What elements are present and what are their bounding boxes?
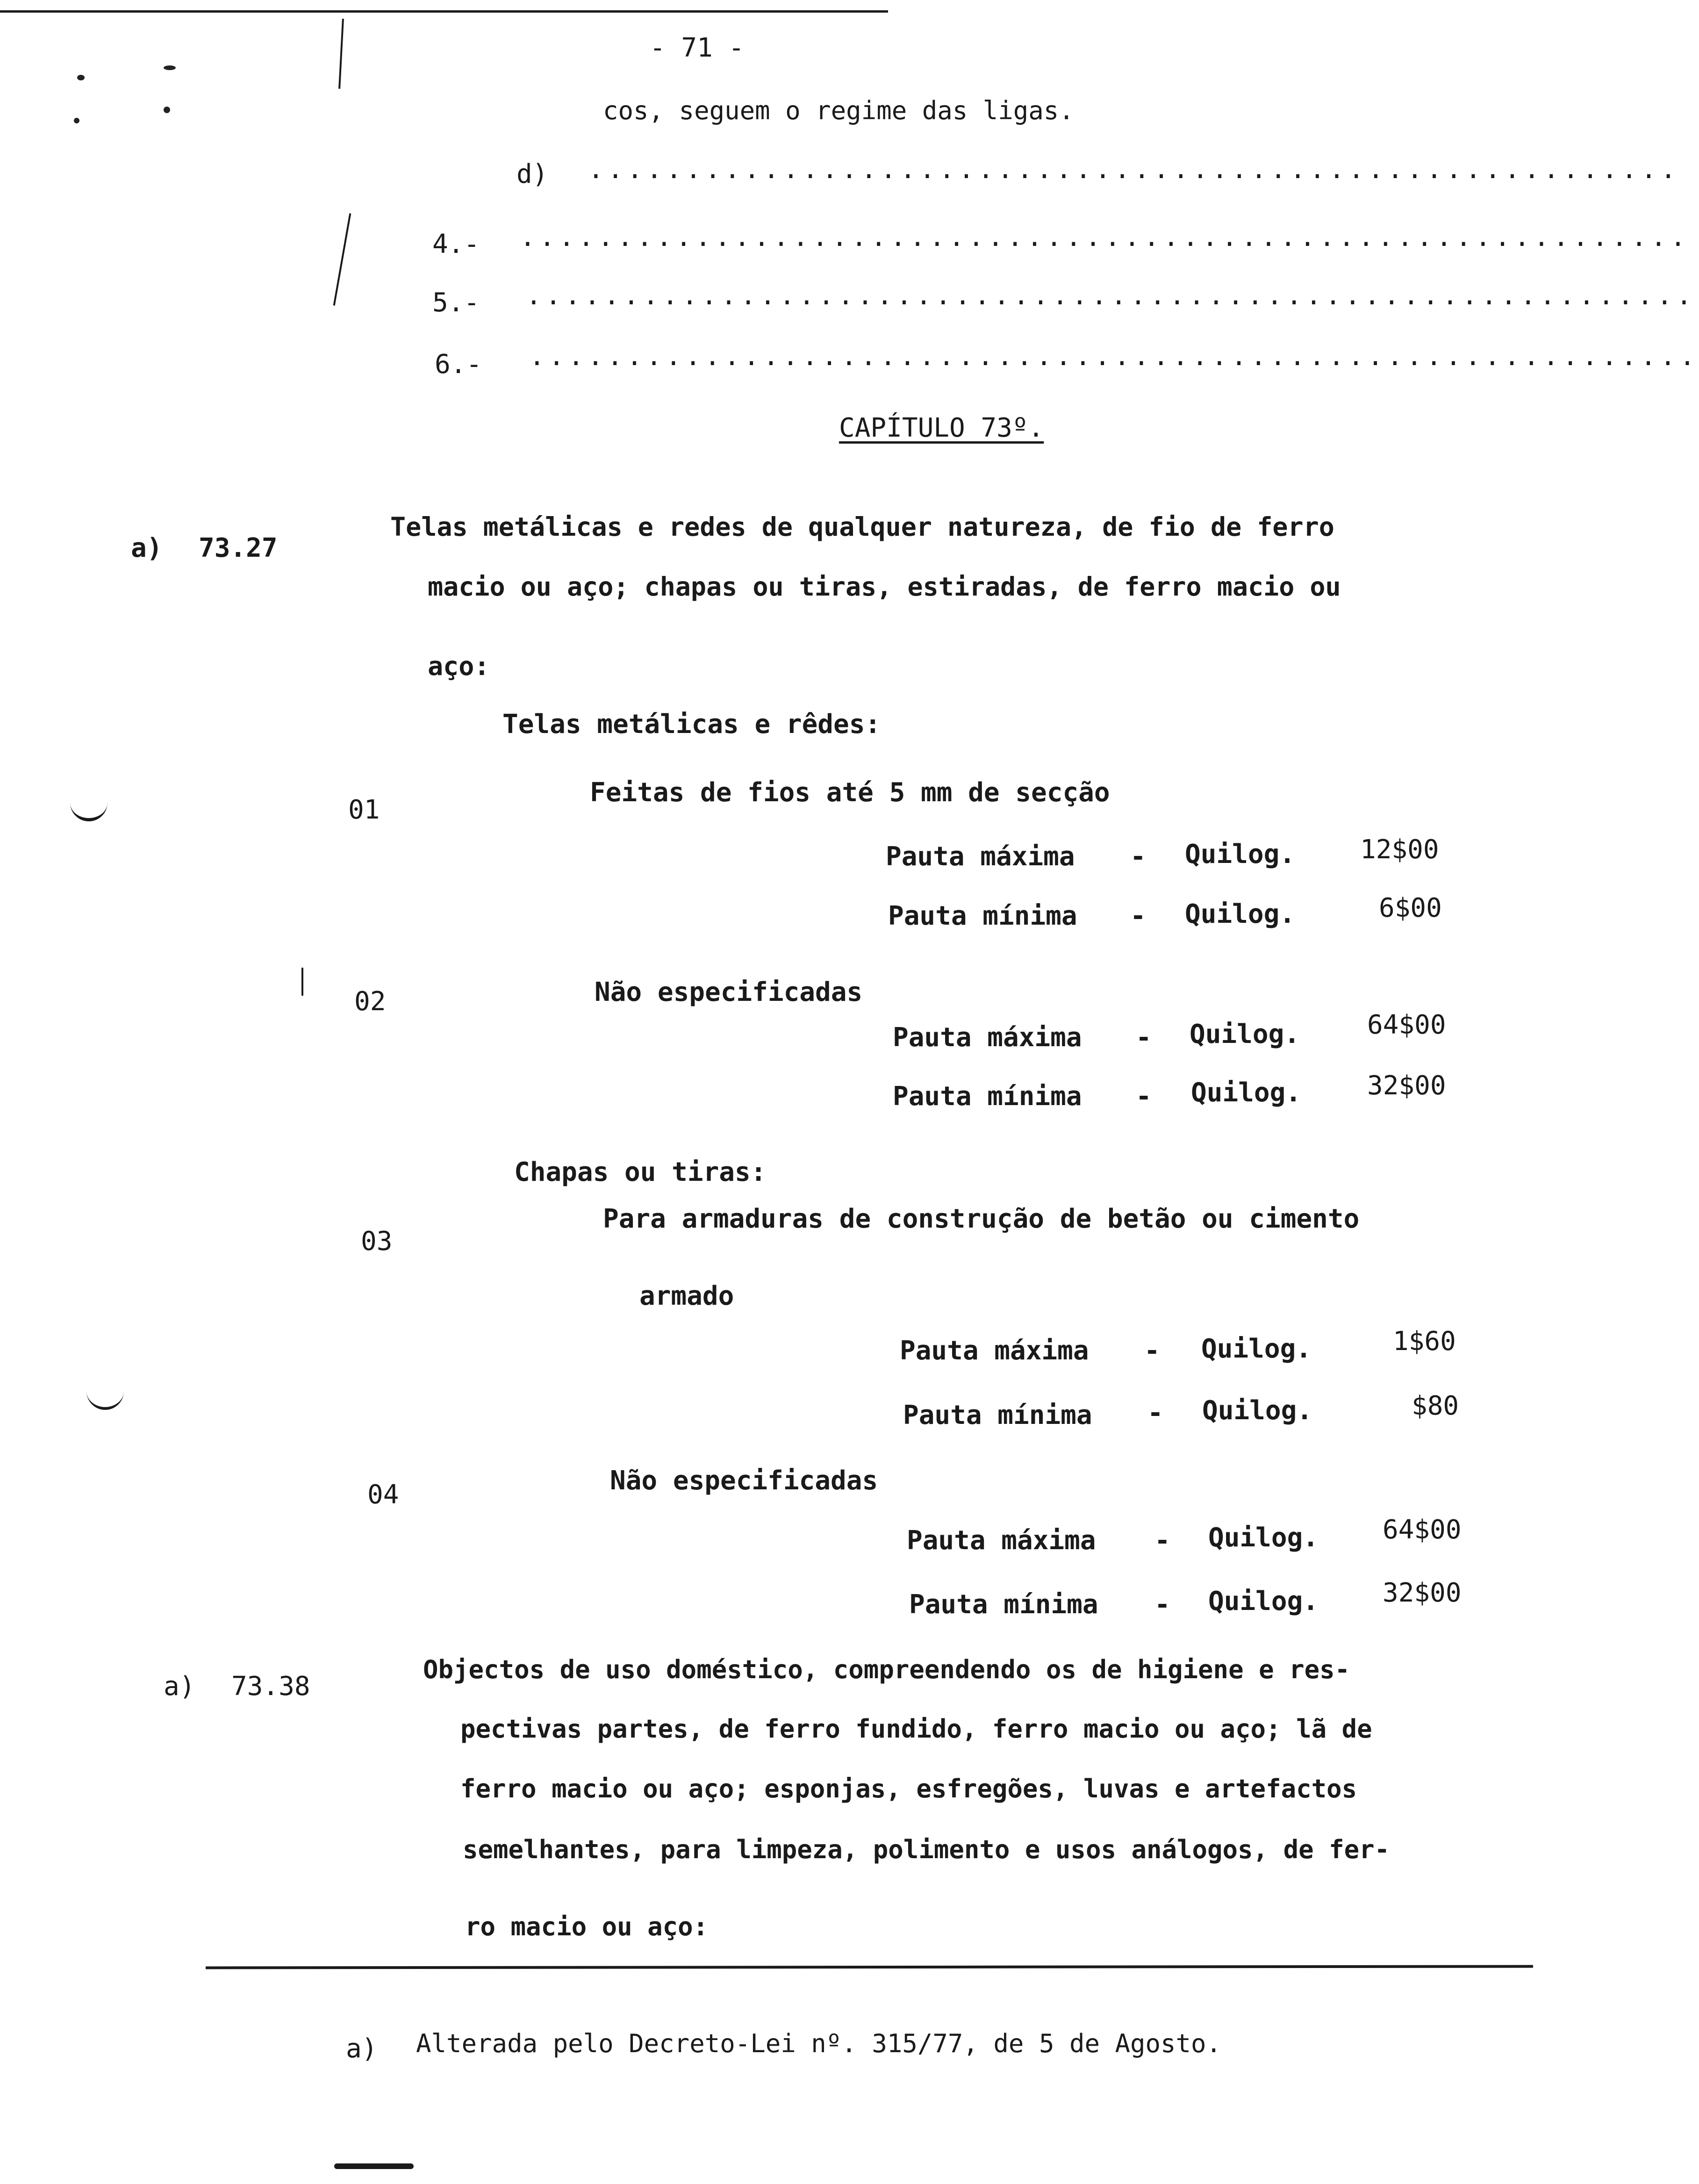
top-rule	[0, 10, 888, 13]
tariff-sep: -	[1154, 1525, 1170, 1556]
bracket-mark	[86, 1379, 124, 1410]
heading-text: Objectos de uso doméstico, compreendendo os de higiene e res-	[423, 1655, 1350, 1684]
item-code: 02	[354, 986, 386, 1017]
item-desc: Não especificadas	[610, 1466, 878, 1496]
tariff-unit: Quilog.	[1208, 1586, 1319, 1616]
footnote-separator	[206, 1965, 1533, 1969]
tariff-value: 64$00	[1367, 1010, 1446, 1040]
list-label: d)	[516, 159, 548, 189]
tariff-unit: Quilog.	[1208, 1523, 1319, 1553]
heading-text: ro macio ou aço:	[465, 1912, 709, 1941]
tariff-unit: Quilog.	[1185, 839, 1296, 869]
tariff-label: Pauta máxima	[886, 841, 1075, 872]
tariff-value: 1$60	[1393, 1326, 1456, 1357]
tariff-label: Pauta mínima	[909, 1589, 1098, 1620]
item-desc: Para armaduras de construção de betão ou cimento	[603, 1204, 1360, 1234]
item-desc: Feitas de fios até 5 mm de secção	[590, 777, 1110, 808]
item-desc-cont: armado	[639, 1281, 734, 1311]
note-mark: a)	[164, 1671, 195, 1702]
tariff-label: Pauta máxima	[900, 1336, 1089, 1366]
footnote-mark: a)	[346, 2033, 378, 2064]
tariff-label: Pauta mínima	[903, 1400, 1092, 1430]
leader-dots: ............................................................	[520, 222, 1690, 252]
tariff-unit: Quilog.	[1202, 1395, 1313, 1426]
item-code: 01	[348, 795, 380, 825]
heading-text: Telas metálicas e redes de qualquer natureza, de fio de ferro	[390, 512, 1334, 542]
scan-mark	[301, 968, 303, 996]
heading-text: aço:	[428, 651, 490, 681]
scan-speck	[77, 75, 85, 80]
scan-smudge	[334, 2163, 414, 2169]
footnote-text: Alterada pelo Decreto-Lei nº. 315/77, de 5 de Agosto.	[416, 2029, 1222, 2058]
tariff-label: Pauta mínima	[888, 901, 1077, 931]
leader-dots: ............................................................	[529, 341, 1699, 372]
leader-dots: ............................................................	[526, 280, 1696, 311]
heading-text: pectivas partes, de ferro fundido, ferro macio ou aço; lã de	[460, 1714, 1372, 1744]
tariff-label: Pauta mínima	[893, 1081, 1082, 1112]
tariff-sep: -	[1147, 1398, 1163, 1428]
tariff-label: Pauta máxima	[907, 1525, 1096, 1556]
tariff-sep: -	[1136, 1081, 1152, 1112]
tariff-value: $80	[1412, 1391, 1459, 1421]
heading-text: ferro macio ou aço; esponjas, esfregões, luvas e artefactos	[460, 1774, 1357, 1803]
leader-dots: ........................................................	[588, 154, 1680, 185]
tariff-label: Pauta máxima	[893, 1022, 1082, 1053]
tariff-sep: -	[1144, 1336, 1160, 1366]
item-code: 04	[367, 1480, 399, 1510]
tariff-sep: -	[1130, 901, 1146, 931]
tariff-value: 64$00	[1383, 1515, 1462, 1545]
tariff-sep: -	[1136, 1022, 1152, 1053]
scan-speck	[74, 118, 79, 123]
scan-mark	[333, 213, 351, 306]
heading-code: 73.27	[199, 533, 278, 563]
item-desc: Não especificadas	[595, 977, 863, 1007]
heading-text: macio ou aço; chapas ou tiras, estiradas, de ferro macio ou	[428, 572, 1341, 602]
list-label: 6.-	[435, 349, 482, 380]
item-code: 03	[361, 1226, 393, 1257]
page-number: - 71 -	[650, 33, 745, 63]
group-heading: Telas metálicas e rêdes:	[502, 709, 881, 740]
bracket-mark	[70, 790, 108, 821]
group-heading: Chapas ou tiras:	[514, 1157, 767, 1187]
tariff-unit: Quilog.	[1190, 1019, 1300, 1049]
tariff-unit: Quilog.	[1185, 899, 1296, 929]
list-label: 5.-	[432, 287, 480, 318]
tariff-unit: Quilog.	[1191, 1078, 1302, 1108]
tariff-value: 6$00	[1379, 893, 1442, 923]
intro-line: cos, seguem o regime das ligas.	[603, 96, 1074, 125]
tariff-unit: Quilog.	[1201, 1334, 1312, 1364]
chapter-title: CAPÍTULO 73º.	[839, 413, 1044, 443]
heading-code: 73.38	[231, 1671, 310, 1702]
tariff-sep: -	[1130, 841, 1146, 872]
heading-text: semelhantes, para limpeza, polimento e usos análogos, de fer-	[463, 1835, 1390, 1864]
list-label: 4.-	[432, 229, 480, 259]
scan-mark	[338, 19, 344, 89]
scan-speck	[164, 65, 176, 70]
tariff-value: 12$00	[1360, 834, 1439, 865]
scan-speck	[164, 107, 170, 113]
tariff-value: 32$00	[1383, 1578, 1462, 1608]
tariff-value: 32$00	[1367, 1070, 1446, 1101]
note-mark: a)	[131, 533, 163, 563]
tariff-sep: -	[1154, 1589, 1170, 1620]
